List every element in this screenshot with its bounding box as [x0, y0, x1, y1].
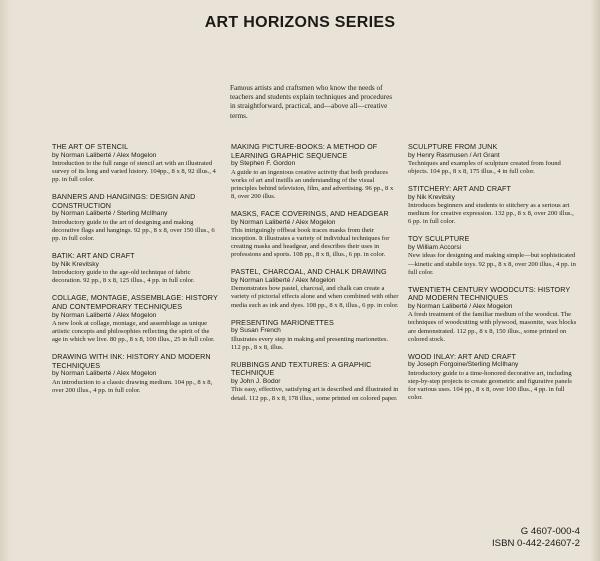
book-author: by Stephen F. Gordon [231, 160, 296, 168]
book-description: An introduction to a classic drawing medium. 104 pp., 8 x 8, over 200 illus., 4 pp. in full color. [52, 378, 213, 394]
book-description: A new look at collage, montage, and assemblage as unique artistic concepts and philosophies reflecting the spirit of the age in which we live. 80 pp., 8 x 8, 100 illus., 25 in full color. [52, 319, 215, 344]
book-entry [408, 286, 578, 344]
book-entry [231, 143, 399, 201]
series-title: ART HORIZONS SERIES [204, 14, 396, 31]
cover-left-edge [0, 0, 14, 561]
book-entry [231, 361, 399, 403]
book-title: PRESENTING MARIONETTES [231, 317, 334, 327]
book-entry [52, 252, 220, 285]
book-description: Illustrates every step in making and presenting marionettes. 112 pp., 8 x 8, illus. [231, 335, 389, 351]
cover-right-edge [590, 0, 600, 561]
book-author: by Norman Laliberté / Alex Mogelon [231, 276, 336, 284]
book-description: Introductory guide to the art of designing and making decorative flags and hangings. 92 pp., 8 x 8, over 150 illus., 6 pp. in full color. [52, 218, 215, 243]
book-entry [52, 294, 220, 344]
book-description: New ideas for designing and making simple—but sophisticated—kinetic and stabile toys. 92 pp., 8 x 8, over 200 illus., 4 pp. in full color. [408, 252, 576, 276]
book-entry [408, 185, 578, 226]
book-entry [408, 353, 578, 402]
book-author: by Norman Laliberté / Alex Mogelon [52, 151, 157, 159]
book-title: TWENTIETH CENTURY WOODCUTS: HISTORY AND MODERN TECHNIQUES [408, 284, 571, 303]
book-entry [52, 353, 220, 395]
isbn-number: ISBN 0-442-24607-2 [492, 538, 580, 549]
book-author: by Nik Krevitsky [408, 193, 455, 201]
book-description: This easy, effective, satisfying art is described and illustrated in detail. 112 pp., 8 x 8, 178 illus., some printed on colored paper. [231, 386, 399, 402]
book-entry [231, 210, 399, 259]
book-author: by Norman Laliberté / Alex Mogelon [52, 311, 157, 319]
book-author: by Norman Laliberté / Alex Mogelon [408, 302, 513, 310]
book-author: by Joseph Forgoine/Sterling McIlhany [408, 361, 519, 369]
book-entry [408, 143, 578, 176]
book-title: BANNERS AND HANGINGS: DESIGN AND CONSTRUCTION [52, 192, 196, 210]
book-title: WOOD INLAY: ART AND CRAFT [408, 351, 516, 361]
book-title: STITCHERY: ART AND CRAFT [408, 184, 512, 194]
book-entry [231, 319, 399, 352]
book-title: COLLAGE, MONTAGE, ASSEMBLAGE: HISTORY AND CONTEMPORARY TECHNIQUES [52, 293, 218, 311]
book-column-3 [408, 143, 578, 411]
book-title: RUBBINGS AND TEXTURES: A GRAPHIC TECHNIQUE [231, 359, 372, 378]
book-description: A guide to an ingenious creative activity that both produces works of art and instills an understanding of the visual principles behind television, film, and advertising. 96 pp., 8 x 8, over 200 illus. [231, 168, 394, 200]
book-title: BATIK: ART AND CRAFT [52, 251, 135, 261]
book-title: SCULPTURE FROM JUNK [408, 142, 498, 151]
book-entry [408, 235, 578, 276]
book-description: Introduction to the full range of stencil art with an illustrated survey of its long and varied history. 104pp., 8 x 8, 92 illus., 4 pp. in full color. [52, 160, 216, 184]
catalog-code: G 4607-000-4 [520, 526, 580, 537]
book-title: PASTEL, CHARCOAL, AND CHALK DRAWING [231, 267, 387, 277]
book-author: by John J. Bodor [231, 378, 281, 385]
book-description: Techniques and examples of sculpture created from found objects. 104 pp., 8 x 8, 175 illus., 4 in full color. [408, 160, 561, 176]
book-title: THE ART OF STENCIL [52, 142, 129, 151]
book-author: by Henry Rasmusen / Art Grant [408, 151, 500, 159]
series-intro: Famous artists and craftsmen who know the needs of teachers and students explain techniques and procedures in straightforward, practical, and—above all—creative terms. [230, 84, 393, 120]
book-author: by Nik Krevitsky [52, 260, 99, 268]
book-entry [52, 193, 220, 243]
book-title: MAKING PICTURE-BOOKS: A METHOD OF LEARNING GRAPHIC SEQUENCE [231, 142, 378, 160]
book-column-2 [231, 143, 399, 412]
book-title: DRAWING WITH INK: HISTORY AND MODERN TECHNIQUES [52, 352, 211, 370]
book-description: Introductory guide to the age-old technique of fabric decoration. 92 pp., 8 x 8, 125 illus., 4 pp. in full color. [52, 269, 195, 285]
book-author: by Norman Laliberté / Alex Mogelon [52, 370, 157, 378]
book-entry [52, 143, 220, 184]
book-codes [470, 526, 580, 550]
book-author: by William Accorsi [408, 244, 462, 252]
book-description: This intriguingly offbeat book traces masks from their inception. It illustrates a variety of individual techniques for creating masks and headgear, and describes their uses in professions and sports. 108 pp., 8 x 8, illus., 6 pp. in color. [231, 226, 390, 259]
book-author: by Susan French [231, 327, 281, 335]
book-column-1 [52, 143, 220, 404]
book-author: by Norman Laliberté / Alex Mogelon [231, 218, 336, 226]
book-description: Introduces beginners and students to stitchery as a serious art medium for creative expression. 132 pp., 8 x 8, over 200 illus., 6 pp. in full color. [408, 202, 574, 226]
book-description: Demonstrates how pastel, charcoal, and chalk can create a variety of pictorial effects alone and when combined with other media such as ink and dyes. 108 pp., 8 x 8, illus., 6 pp. in color. [231, 285, 399, 309]
book-author: by Norman Laliberté / Sterling McIlhany [52, 210, 168, 218]
book-title: TOY SCULPTURE [408, 234, 470, 244]
book-description: A fresh treatment of the familiar medium of the woodcut. The techniques of woodcutting with plywood, masonite, wax blocks are demonstrated. 112 pp., 8 x 8, 150 illus., some printed on colored stock. [408, 311, 577, 343]
book-description: Introductory guide to a time-honored decorative art, including step-by-step projects to create geometric and figurative panels for various uses. 104 pp., 8 x 8, over 100 illus., 4 pp. in full color. [408, 369, 572, 401]
book-title: MASKS, FACE COVERINGS, AND HEADGEAR [231, 208, 389, 218]
book-entry [231, 268, 399, 309]
